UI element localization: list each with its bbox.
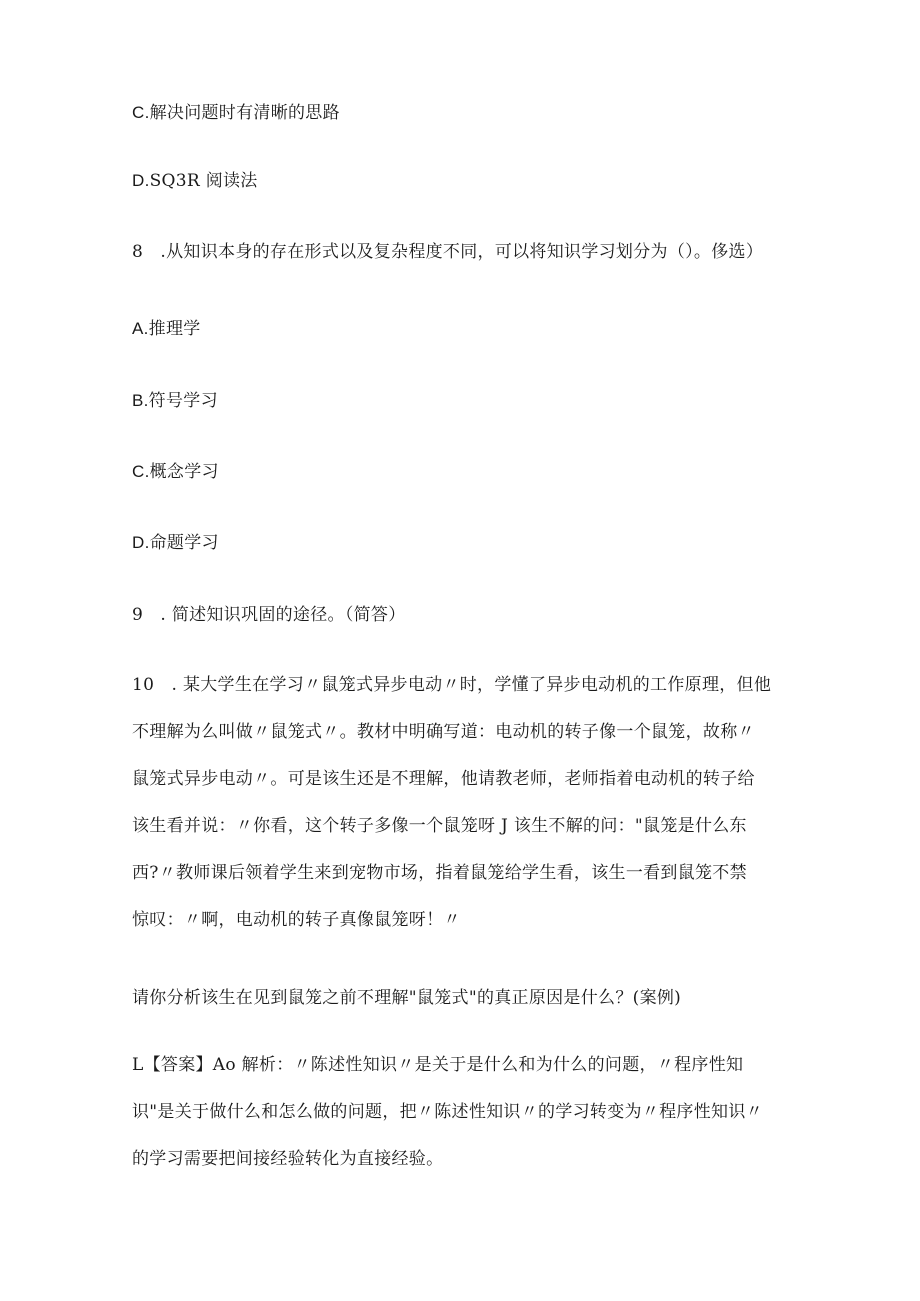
option-letter: D. — [132, 533, 150, 552]
option-letter: B. — [132, 391, 149, 410]
q10-prompt: 请你分析该生在见到鼠笼之前不理解"鼠笼式"的真正原因是什么？(案例) — [132, 988, 682, 1008]
q8-option-a — [132, 317, 201, 341]
answer-block — [132, 1042, 797, 1183]
option-text: 概念学习 — [149, 462, 219, 482]
question-8: 8 .从知识本身的存在形式以及复杂程度不同，可以将知识学习划分为（）。侈选） — [132, 242, 764, 262]
option-letter: D. — [132, 171, 150, 190]
q10-line: 西?〃教师课后领着学生来到宠物市场，指着鼠笼给学生看，该生一看到鼠笼不禁 — [132, 863, 747, 883]
q8-option-b — [132, 389, 218, 413]
option-letter: A. — [132, 319, 149, 338]
option-d-prev — [132, 169, 258, 193]
option-text: 推理学 — [148, 319, 201, 339]
q10-line: 该生看并说：〃你看，这个转子多像一个鼠笼呀 J 该生不解的问："鼠笼是什么东 — [132, 816, 747, 836]
q8-option-d — [132, 531, 219, 555]
option-text: 命题学习 — [149, 533, 219, 553]
answer-line: 识"是关于做什么和怎么做的问题，把〃陈述性知识〃的学习转变为〃程序性知识〃 — [132, 1102, 763, 1122]
option-letter: C. — [132, 462, 150, 481]
option-letter: C. — [132, 103, 150, 122]
option-text: SQ3R 阅读法 — [149, 171, 258, 191]
question-10 — [132, 662, 797, 944]
q10-line: 不理解为么叫做〃鼠笼式〃。教材中明确写道：电动机的转子像一个鼠笼，故称〃 — [132, 722, 755, 742]
q8-option-c — [132, 460, 219, 484]
answer-line: 的学习需要把间接经验转化为直接经验。 — [132, 1149, 444, 1169]
option-c-prev — [132, 101, 340, 125]
q10-line: 10 . 某大学生在学习〃鼠笼式异步电动〃时，学懂了异步电动机的工作原理，但他 — [132, 675, 772, 695]
option-text: 解决问题时有清晰的思路 — [149, 103, 340, 123]
question-9: 9 . 简述知识巩固的途径。（简答） — [132, 605, 406, 625]
q10-line: 鼠笼式异步电动〃。可是该生还是不理解，他请教老师，老师指着电动机的转子给 — [132, 769, 755, 789]
answer-line: L【答案】Ao 解析：〃陈述性知识〃是关于是什么和为什么的问题，〃程序性知 — [132, 1055, 744, 1075]
q10-line: 惊叹：〃啊，电动机的转子真像鼠笼呀！〃 — [132, 910, 461, 930]
option-text: 符号学习 — [148, 391, 218, 411]
